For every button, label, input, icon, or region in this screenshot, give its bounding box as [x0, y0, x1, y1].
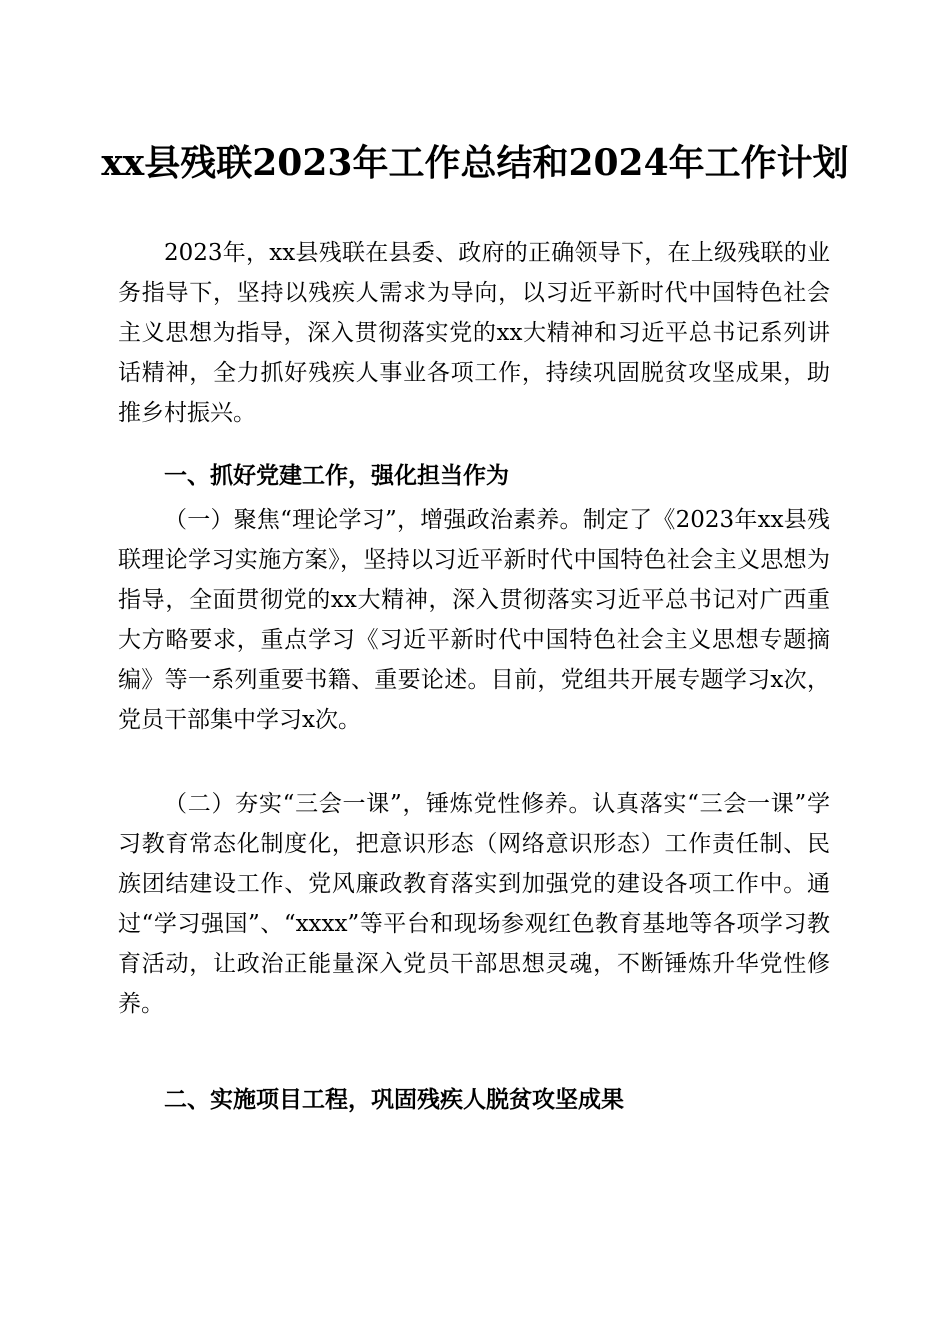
document-title: xx县残联2023年工作总结和2024年工作计划 — [101, 142, 849, 184]
section-2-heading: 二、实施项目工程，巩固残疾人脱贫攻坚成果 — [164, 1087, 624, 1113]
section-1-subsection-1-paragraph: （一）聚焦“理论学习”，增强政治素养。制定了《2023年xx县残联理论学习实施方案》，坚持以习近平新时代中国特色社会主义思想为指导，全面贯彻党的xx大精神，深入贯彻落实习近平总书记对广西重大方略要求，重点学习《习近平新时代中国特色社会主义思想专题摘编》等一系列重要书籍、重要论述。目前，党组共开展专题学习x次，党员干部集中学习x次。 — [118, 507, 830, 733]
section-1-heading: 一、抓好党建工作，强化担当作为 — [164, 463, 509, 489]
section-1-subsection-2-paragraph: （二）夯实“三会一课”，锤炼党性修养。认真落实“三会一课”学习教育常态化制度化，把意识形态（网络意识形态）工作责任制、民族团结建设工作、党风廉政教育落实到加强党的建设各项工作中。通过“学习强国”、“xxxx”等平台和现场参观红色教育基地等各项学习教育活动，让政治正能量深入党员干部思想灵魂，不断锤炼升华党性修养。 — [118, 791, 830, 1017]
intro-paragraph: 2023年，xx县残联在县委、政府的正确领导下，在上级残联的业务指导下，坚持以残疾人需求为导向，以习近平新时代中国特色社会主义思想为指导，深入贯彻落实党的xx大精神和习近平总书记系列讲话精神，全力抓好残疾人事业各项工作，持续巩固脱贫攻坚成果，助推乡村振兴。 — [118, 240, 830, 426]
